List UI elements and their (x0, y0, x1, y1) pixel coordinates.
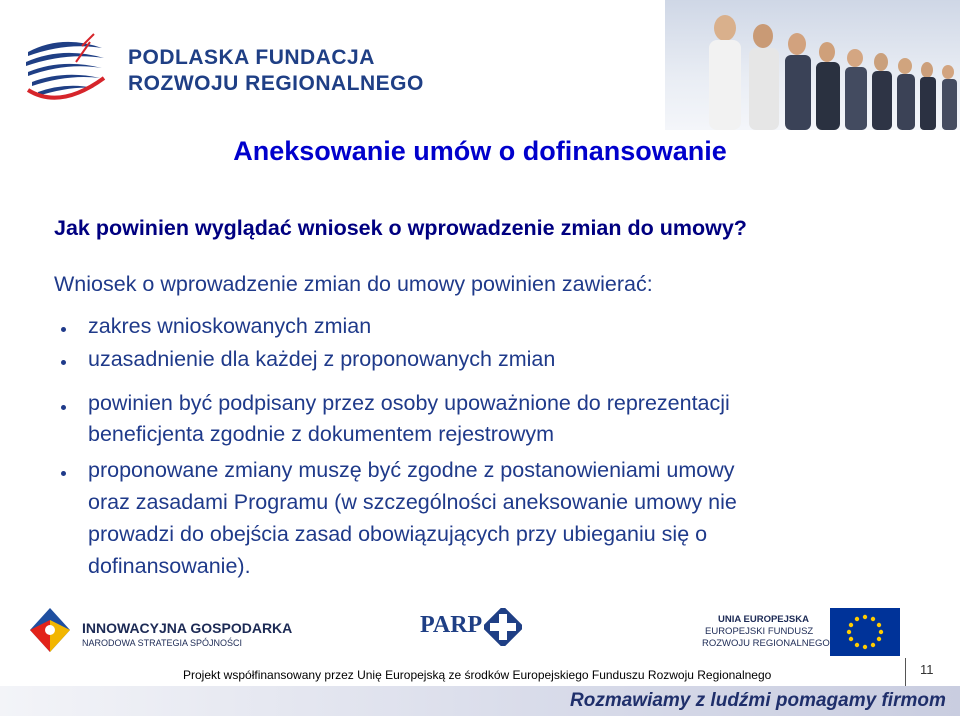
foundation-logo-icon (22, 32, 106, 110)
org-name-line2: ROZWOJU REGIONALNEGO (128, 72, 424, 95)
bullet-line: oraz zasadami Programu (w szczególności aneksowanie umowy nie (88, 490, 737, 514)
people-photo-icon (665, 0, 960, 130)
ig-logo-line2: NARODOWA STRATEGIA SPÓJNOŚCI (82, 638, 243, 648)
footer-logos (0, 598, 960, 658)
bullet-line: uzasadnienie dla każdej z proponowanych zmian (88, 347, 556, 371)
bullet-line: zakres wnioskowanych zmian (88, 314, 372, 338)
slogan: Rozmawiamy z ludźmi pomagamy firmom (570, 690, 946, 711)
parp-logo-text: PARP (420, 612, 483, 638)
intro-text: Wniosek o wprowadzenie zmian do umowy powinien zawierać: (54, 272, 653, 296)
eu-flag-icon (830, 608, 900, 656)
bullet-dot (61, 471, 66, 476)
parp-logo-icon (484, 608, 522, 646)
header (0, 0, 960, 130)
eu-logo-line3: ROZWOJU REGIONALNEGO (702, 638, 830, 649)
org-name-line1: PODLASKA FUNDACJA (128, 46, 375, 69)
cofinancing-note: Projekt współfinansowany przez Unię Europejską ze środków Europejskiego Funduszu Rozwoju Regionalnego (183, 668, 772, 682)
page-number-box (905, 658, 946, 686)
bullet-line: beneficjenta zgodnie z dokumentem rejestrowym (88, 422, 555, 446)
eu-logo-line1: UNIA EUROPEJSKA (718, 614, 809, 625)
bullet-line: proponowane zmiany muszę być zgodne z postanowieniami umowy (88, 458, 735, 482)
ig-logo-line1: INNOWACYJNA GOSPODARKA (82, 620, 293, 636)
eu-logo-line2: EUROPEJSKI FUNDUSZ (705, 626, 814, 637)
header-photo (665, 0, 960, 130)
bullet-dot (61, 360, 66, 365)
bullet-line: powinien być podpisany przez osoby upoważnione do reprezentacji (88, 391, 730, 415)
slide-title: Aneksowanie umów o dofinansowanie (233, 136, 727, 166)
bullet-dot (61, 405, 66, 410)
innowacyjna-gospodarka-logo-icon (26, 604, 74, 656)
bullet-line: dofinansowanie). (88, 554, 251, 578)
question-heading: Jak powinien wyglądać wniosek o wprowadzenie zmian do umowy? (54, 216, 747, 240)
bullet-line: prowadzi do obejścia zasad obowiązujących przy ubieganiu się o (88, 522, 708, 546)
page-number: 11 (920, 662, 934, 677)
bullet-dot (61, 327, 66, 332)
